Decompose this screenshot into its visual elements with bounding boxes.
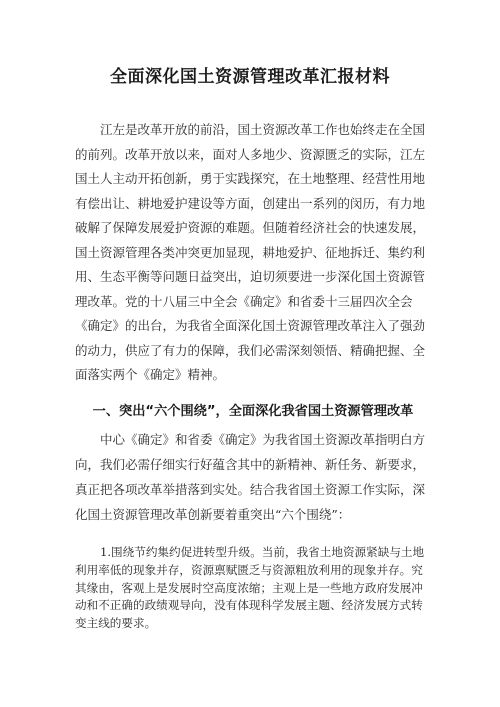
paragraph-six-focus: 中心《确定》和省委《确定》为我省国土资源改革指明白方向，我们必需仔细实行好蕴含其中的新精神、新任务、新要求，真正把各项改革举措落到实处。结合我省国土资源工作实际，深化国土资源管理改革创新要着重突出“六个围绕”： xyxy=(75,432,426,522)
document-title: 全面深化国土资源管理改革汇报材料 xyxy=(110,67,390,87)
paragraph-item-1: 1.围绕节约集约促进转型升级。当前，我省土地资源紧缺与土地利用率低的现象并存，资源禀赋匮乏与资源粗放利用的现象并存。究其缘由，客观上是发展时空高度浓缩；主观上是一些地方政府发展冲动和不正确的政绩观导向，没有体现科学发展主题、经济发展方式转变主线的要求。 xyxy=(75,545,425,631)
section-heading: 一、突出“六个围绕”，全面深化我省国土资源管理改革 xyxy=(92,404,414,419)
paragraph-intro: 江左是改革开放的前沿，国土资源改革工作也始终走在全国的前列。改革开放以来，面对人多地少、资源匮乏的实际，江左国土人主动开拓创新，勇于实践探究，在土地整理、经营性用地有偿出让、耕地爱护建设等方面，创建出一系列的闵历，有力地破解了保障发展爱护资源的难题。但随着经济社会的快速发展，国土资源管理各类冲突更加显现，耕地爱护、征地拆迁、集约利用、生态平衡等问题日益突出，迫切须要进一步深化国土资源管理改革。党的十八届三中全会《确定》和省委十三届四次全会《确定》的出台，为我省全面深化国土资源管理改革注入了强劲的动力，供应了有力的保障，我们必需深刻领悟、精确把握、全面落实两个《确定》精神。 xyxy=(75,122,426,382)
